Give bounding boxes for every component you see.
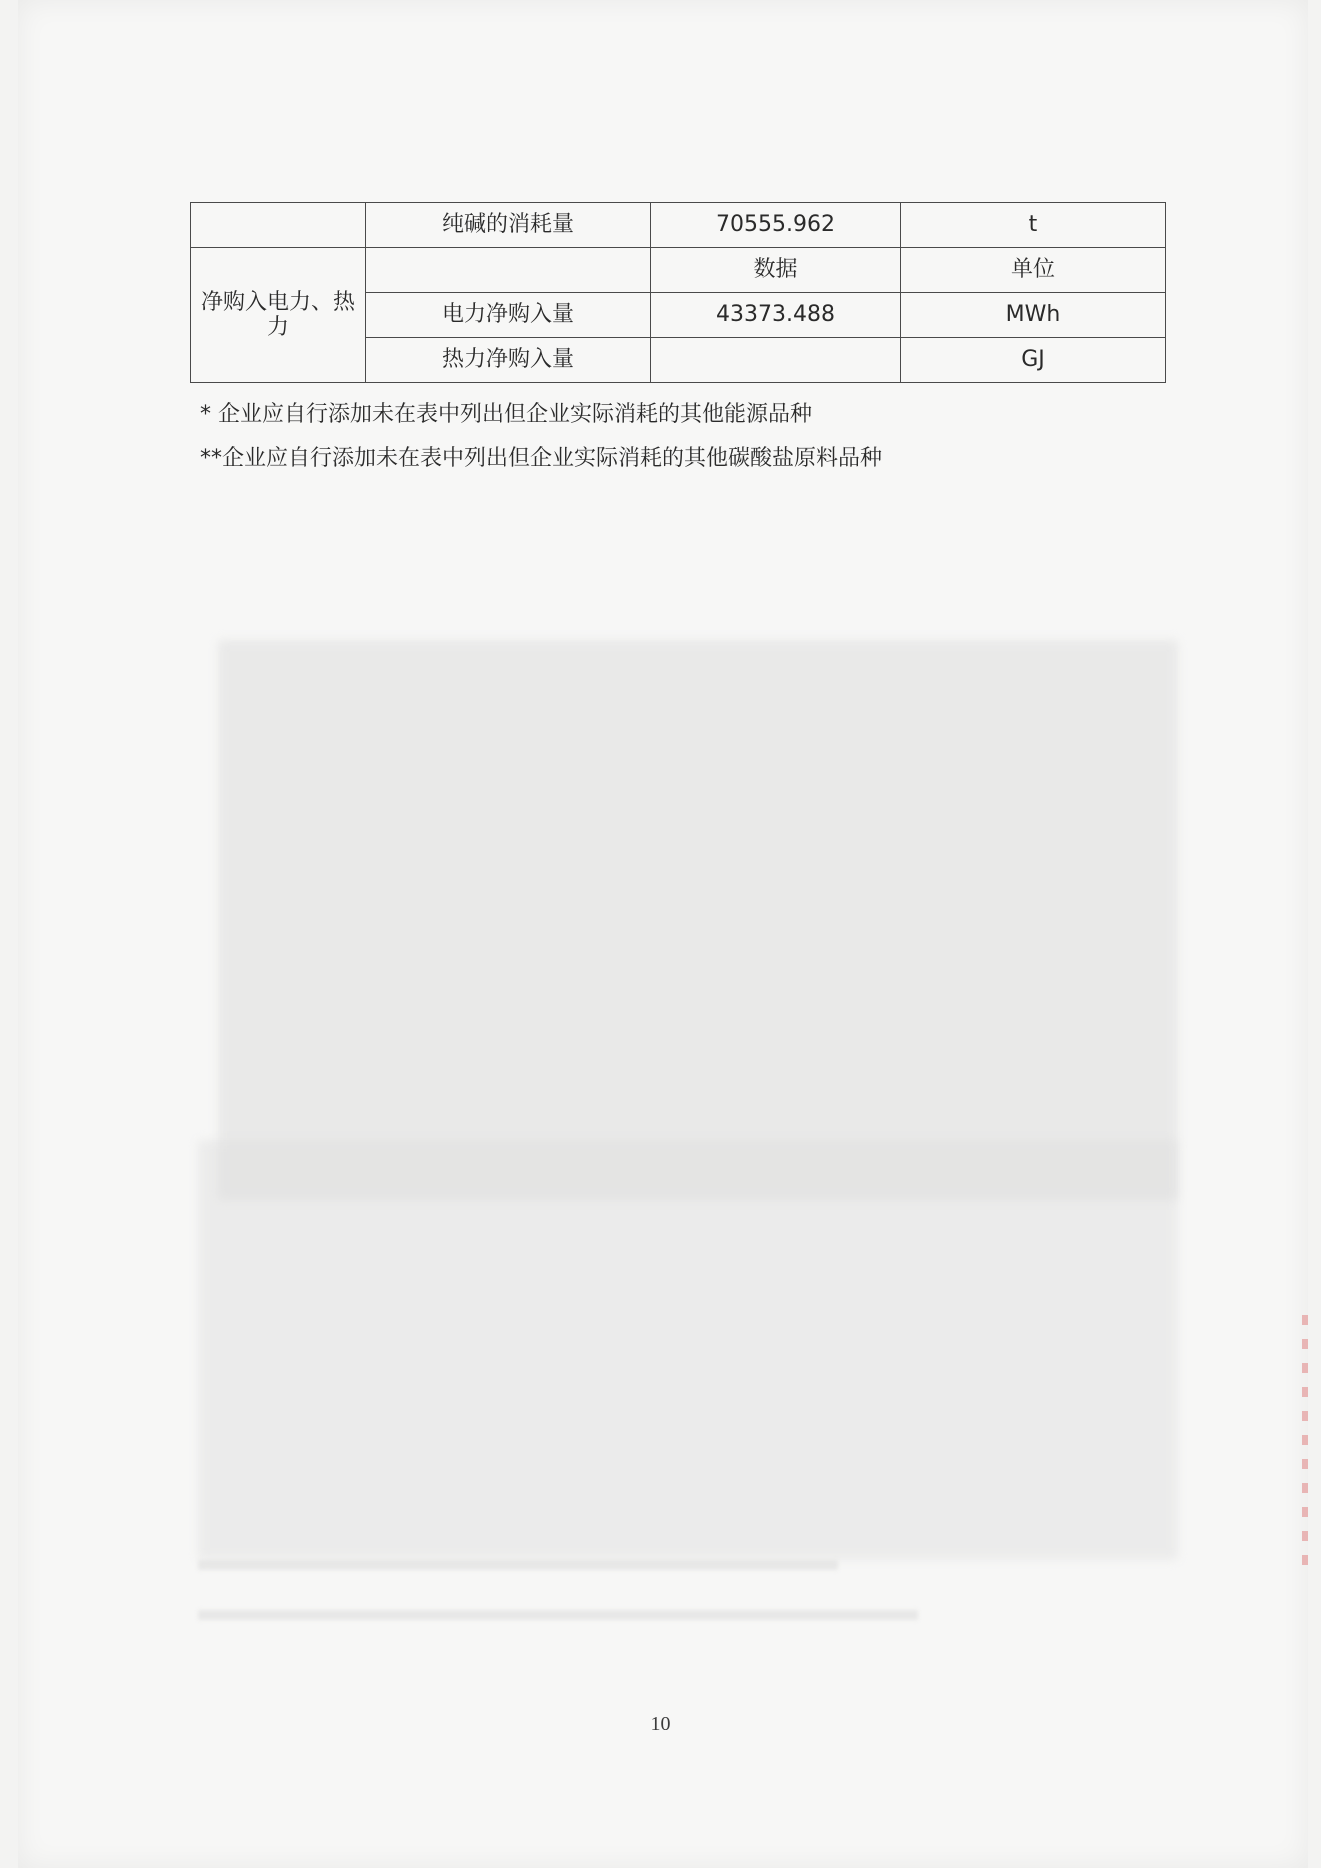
table-header-value: 数据 bbox=[651, 248, 901, 293]
table-cell-empty bbox=[191, 203, 366, 248]
table-header-unit: 单位 bbox=[901, 248, 1166, 293]
table-cell-unit: GJ bbox=[901, 338, 1166, 383]
table-cell-value bbox=[651, 338, 901, 383]
table-cell-param: 纯碱的消耗量 bbox=[366, 203, 651, 248]
show-through-block bbox=[218, 640, 1178, 1200]
footnote-carbonate: **企业应自行添加未在表中列出但企业实际消耗的其他碳酸盐原料品种 bbox=[200, 446, 883, 471]
table-row bbox=[191, 203, 1166, 248]
show-through-line bbox=[198, 1560, 838, 1570]
table-cell-param bbox=[366, 248, 651, 293]
consumption-table bbox=[190, 202, 1166, 383]
table-group-label: 净购入电力、热力 bbox=[191, 248, 366, 383]
table-cell-param: 电力净购入量 bbox=[366, 293, 651, 338]
show-through-line bbox=[198, 1610, 918, 1620]
table-cell-param: 热力净购入量 bbox=[366, 338, 651, 383]
table-cell-value: 43373.488 bbox=[651, 293, 901, 338]
show-through-block bbox=[198, 1140, 1178, 1560]
edge-stamp-mark bbox=[1302, 1315, 1308, 1565]
table-cell-unit: t bbox=[901, 203, 1166, 248]
table-row bbox=[191, 248, 1166, 293]
page-number: 10 bbox=[650, 1713, 671, 1735]
footnote-energy: * 企业应自行添加未在表中列出但企业实际消耗的其他能源品种 bbox=[200, 402, 812, 427]
table-cell-value: 70555.962 bbox=[651, 203, 901, 248]
table-cell-unit: MWh bbox=[901, 293, 1166, 338]
